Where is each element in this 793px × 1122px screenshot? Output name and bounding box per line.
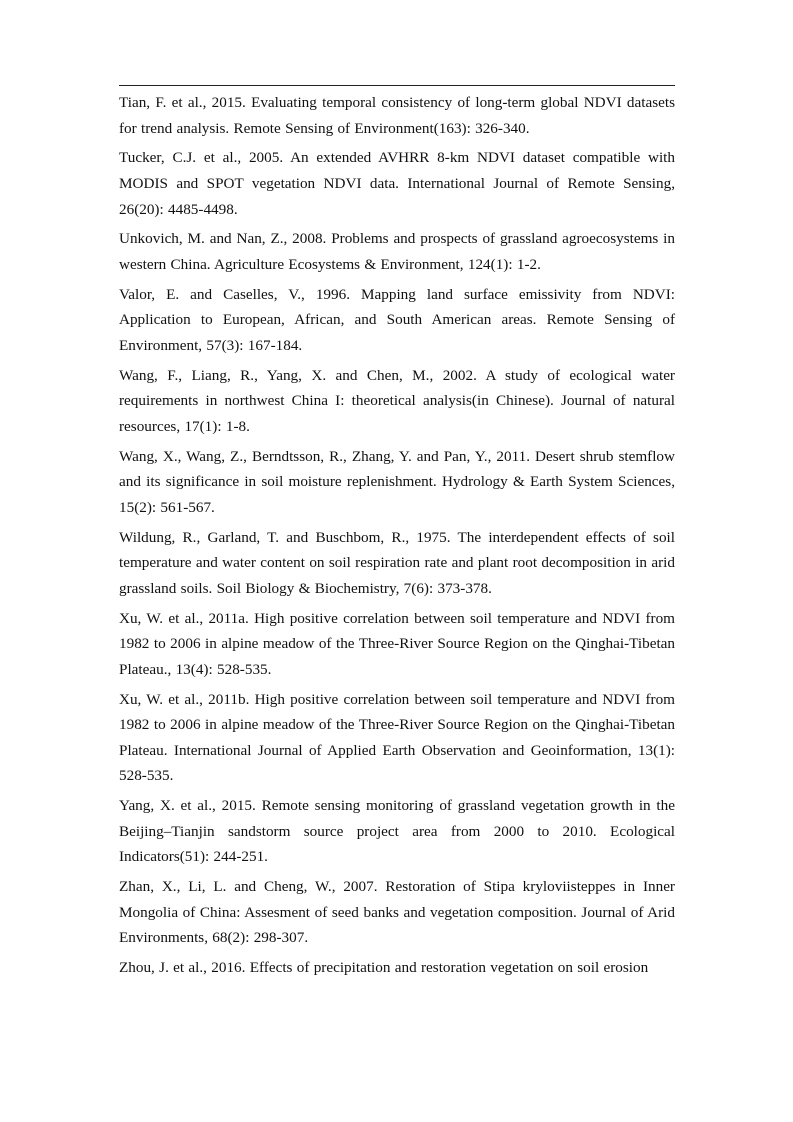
reference-entry: Tian, F. et al., 2015. Evaluating temporal consistency of long-term global NDVI datasets for trend analysis. Remote Sensing of Environment(163): 326-340. xyxy=(119,94,675,137)
reference-entry: Unkovich, M. and Nan, Z., 2008. Problems and prospects of grassland agroecosystems in western China. Agriculture Ecosystems & Environment, 124(1): 1-2. xyxy=(119,230,675,273)
reference-entry: Wang, F., Liang, R., Yang, X. and Chen, M., 2002. A study of ecological water requirements in northwest China I: theoretical analysis(in Chinese). Journal of natural resources, 17(1): 1-8. xyxy=(119,366,675,435)
reference-list xyxy=(119,90,675,985)
reference-entry: Xu, W. et al., 2011a. High positive correlation between soil temperature and NDVI from 1982 to 2006 in alpine meadow of the Three-River Source Region on the Qinghai-Tibetan Plateau., 13(4): 528-535. xyxy=(119,609,675,678)
reference-entry: Tucker, C.J. et al., 2005. An extended AVHRR 8‐km NDVI dataset compatible with MODIS and SPOT vegetation NDVI data. International Journal of Remote Sensing, 26(20): 4485-4498. xyxy=(119,149,675,218)
reference-entry: Wang, X., Wang, Z., Berndtsson, R., Zhang, Y. and Pan, Y., 2011. Desert shrub stemflow and its significance in soil moisture replenishment. Hydrology & Earth System Sciences, 15(2): 561-567. xyxy=(119,447,675,516)
reference-entry: Zhan, X., Li, L. and Cheng, W., 2007. Restoration of Stipa kryloviisteppes in Inner Mongolia of China: Assesment of seed banks and vegetation composition. Journal of Arid Environments, 68(2): 298-307. xyxy=(119,878,675,947)
reference-entry: Zhou, J. et al., 2016. Effects of precipitation and restoration vegetation on soil erosion xyxy=(119,959,649,977)
reference-entry: Xu, W. et al., 2011b. High positive correlation between soil temperature and NDVI from 1982 to 2006 in alpine meadow of the Three-River Source Region on the Qinghai-Tibetan Plateau. International Journal of Applied Earth Observation and Geoinformation, 13(1): 528-535. xyxy=(119,690,675,785)
reference-entry: Valor, E. and Caselles, V., 1996. Mapping land surface emissivity from NDVI: Application to European, African, and South American areas. Remote Sensing of Environment, 57(3): 167-184. xyxy=(119,285,675,354)
reference-entry: Yang, X. et al., 2015. Remote sensing monitoring of grassland vegetation growth in the Beijing–Tianjin sandstorm source project area from 2000 to 2010. Ecological Indicators(51): 244-251. xyxy=(119,797,675,866)
header-rule xyxy=(119,85,675,86)
reference-entry: Wildung, R., Garland, T. and Buschbom, R., 1975. The interdependent effects of soil temperature and water content on soil respiration rate and plant root decomposition in arid grassland soils. Soil Biology & Biochemistry, 7(6): 373-378. xyxy=(119,528,675,597)
